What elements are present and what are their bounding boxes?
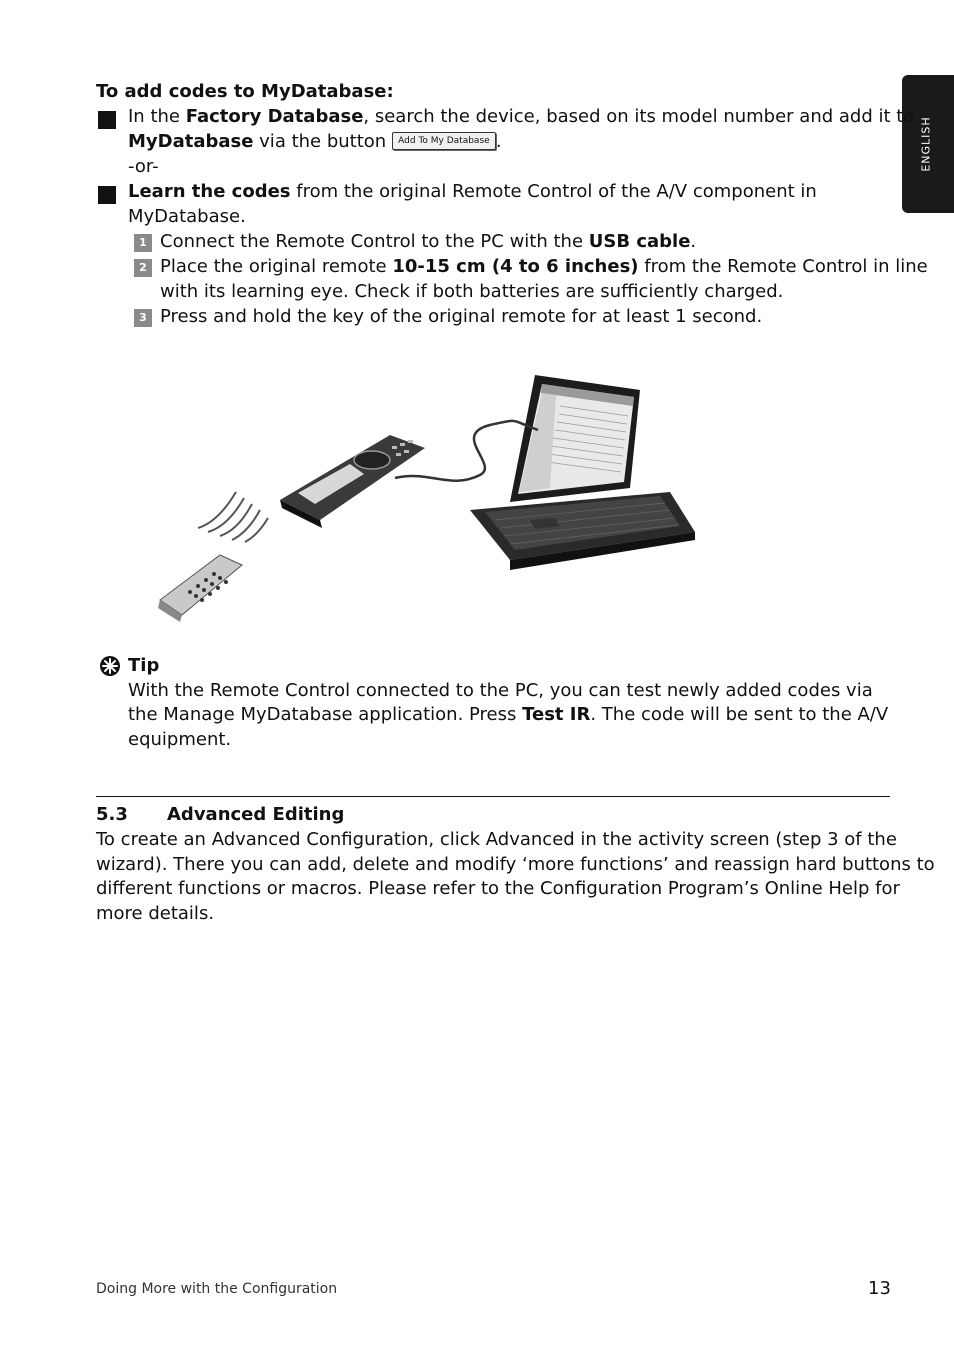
tip-icon	[99, 655, 121, 677]
add-to-my-database-button[interactable]: Add To My Database	[392, 132, 496, 150]
step-2-text-line1: Place the original remote 10-15 cm (4 to 6 inches) from the Remote Control in line	[160, 256, 928, 277]
language-tab-label: ENGLISH	[919, 116, 933, 172]
section-body-line3: different functions or macros. Please refer to the Configuration Program’s Online Help for	[96, 878, 900, 899]
tip-text-line3: equipment.	[128, 729, 232, 750]
bullet-factory-database-line1: In the Factory Database, search the device, based on its model number and add it to	[128, 106, 915, 127]
step-2-text-line2: with its learning eye. Check if both batteries are sufficiently charged.	[160, 281, 784, 302]
laptop-icon	[470, 375, 695, 570]
section-divider	[96, 796, 890, 797]
step-number-1: 1	[134, 234, 152, 252]
step-number-2: 2	[134, 259, 152, 277]
section-number: 5.3	[96, 804, 128, 825]
tip-text-line2: the Manage MyDatabase application. Press Test IR. The code will be sent to the A/V	[128, 704, 889, 725]
bullet-square	[98, 186, 116, 204]
bullet-square	[98, 111, 116, 129]
infrared-signal-icon	[198, 492, 268, 542]
step-number-3: 3	[134, 309, 152, 327]
section-title: Advanced Editing	[167, 804, 345, 825]
section-body-line4: more details.	[96, 903, 215, 924]
original-remote-icon	[158, 555, 242, 622]
bullet-learn-codes-line1: Learn the codes from the original Remote Control of the A/V component in	[128, 181, 817, 202]
bullet-factory-database-line2: MyDatabase via the button Add To My Database .	[128, 131, 502, 152]
tip-title: Tip	[128, 655, 160, 676]
step-3-text: Press and hold the key of the original remote for at least 1 second.	[160, 306, 763, 327]
universal-remote-icon	[280, 435, 425, 528]
bullet-learn-codes-line2: MyDatabase.	[128, 206, 246, 227]
section-body-line2: wizard). There you can add, delete and modify ‘more functions’ and reassign hard buttons to	[96, 854, 935, 875]
step-1-text: Connect the Remote Control to the PC with the USB cable.	[160, 231, 697, 252]
learning-setup-illustration	[150, 360, 710, 630]
section-body-line1: To create an Advanced Configuration, click Advanced in the activity screen (step 3 of the	[96, 829, 897, 850]
footer-chapter-title: Doing More with the Configuration	[96, 1281, 338, 1297]
procedure-heading: To add codes to MyDatabase:	[96, 81, 394, 102]
tip-text-line1: With the Remote Control connected to the PC, you can test newly added codes via	[128, 680, 873, 701]
or-separator: -or-	[128, 156, 159, 177]
page-number: 13	[868, 1278, 891, 1299]
